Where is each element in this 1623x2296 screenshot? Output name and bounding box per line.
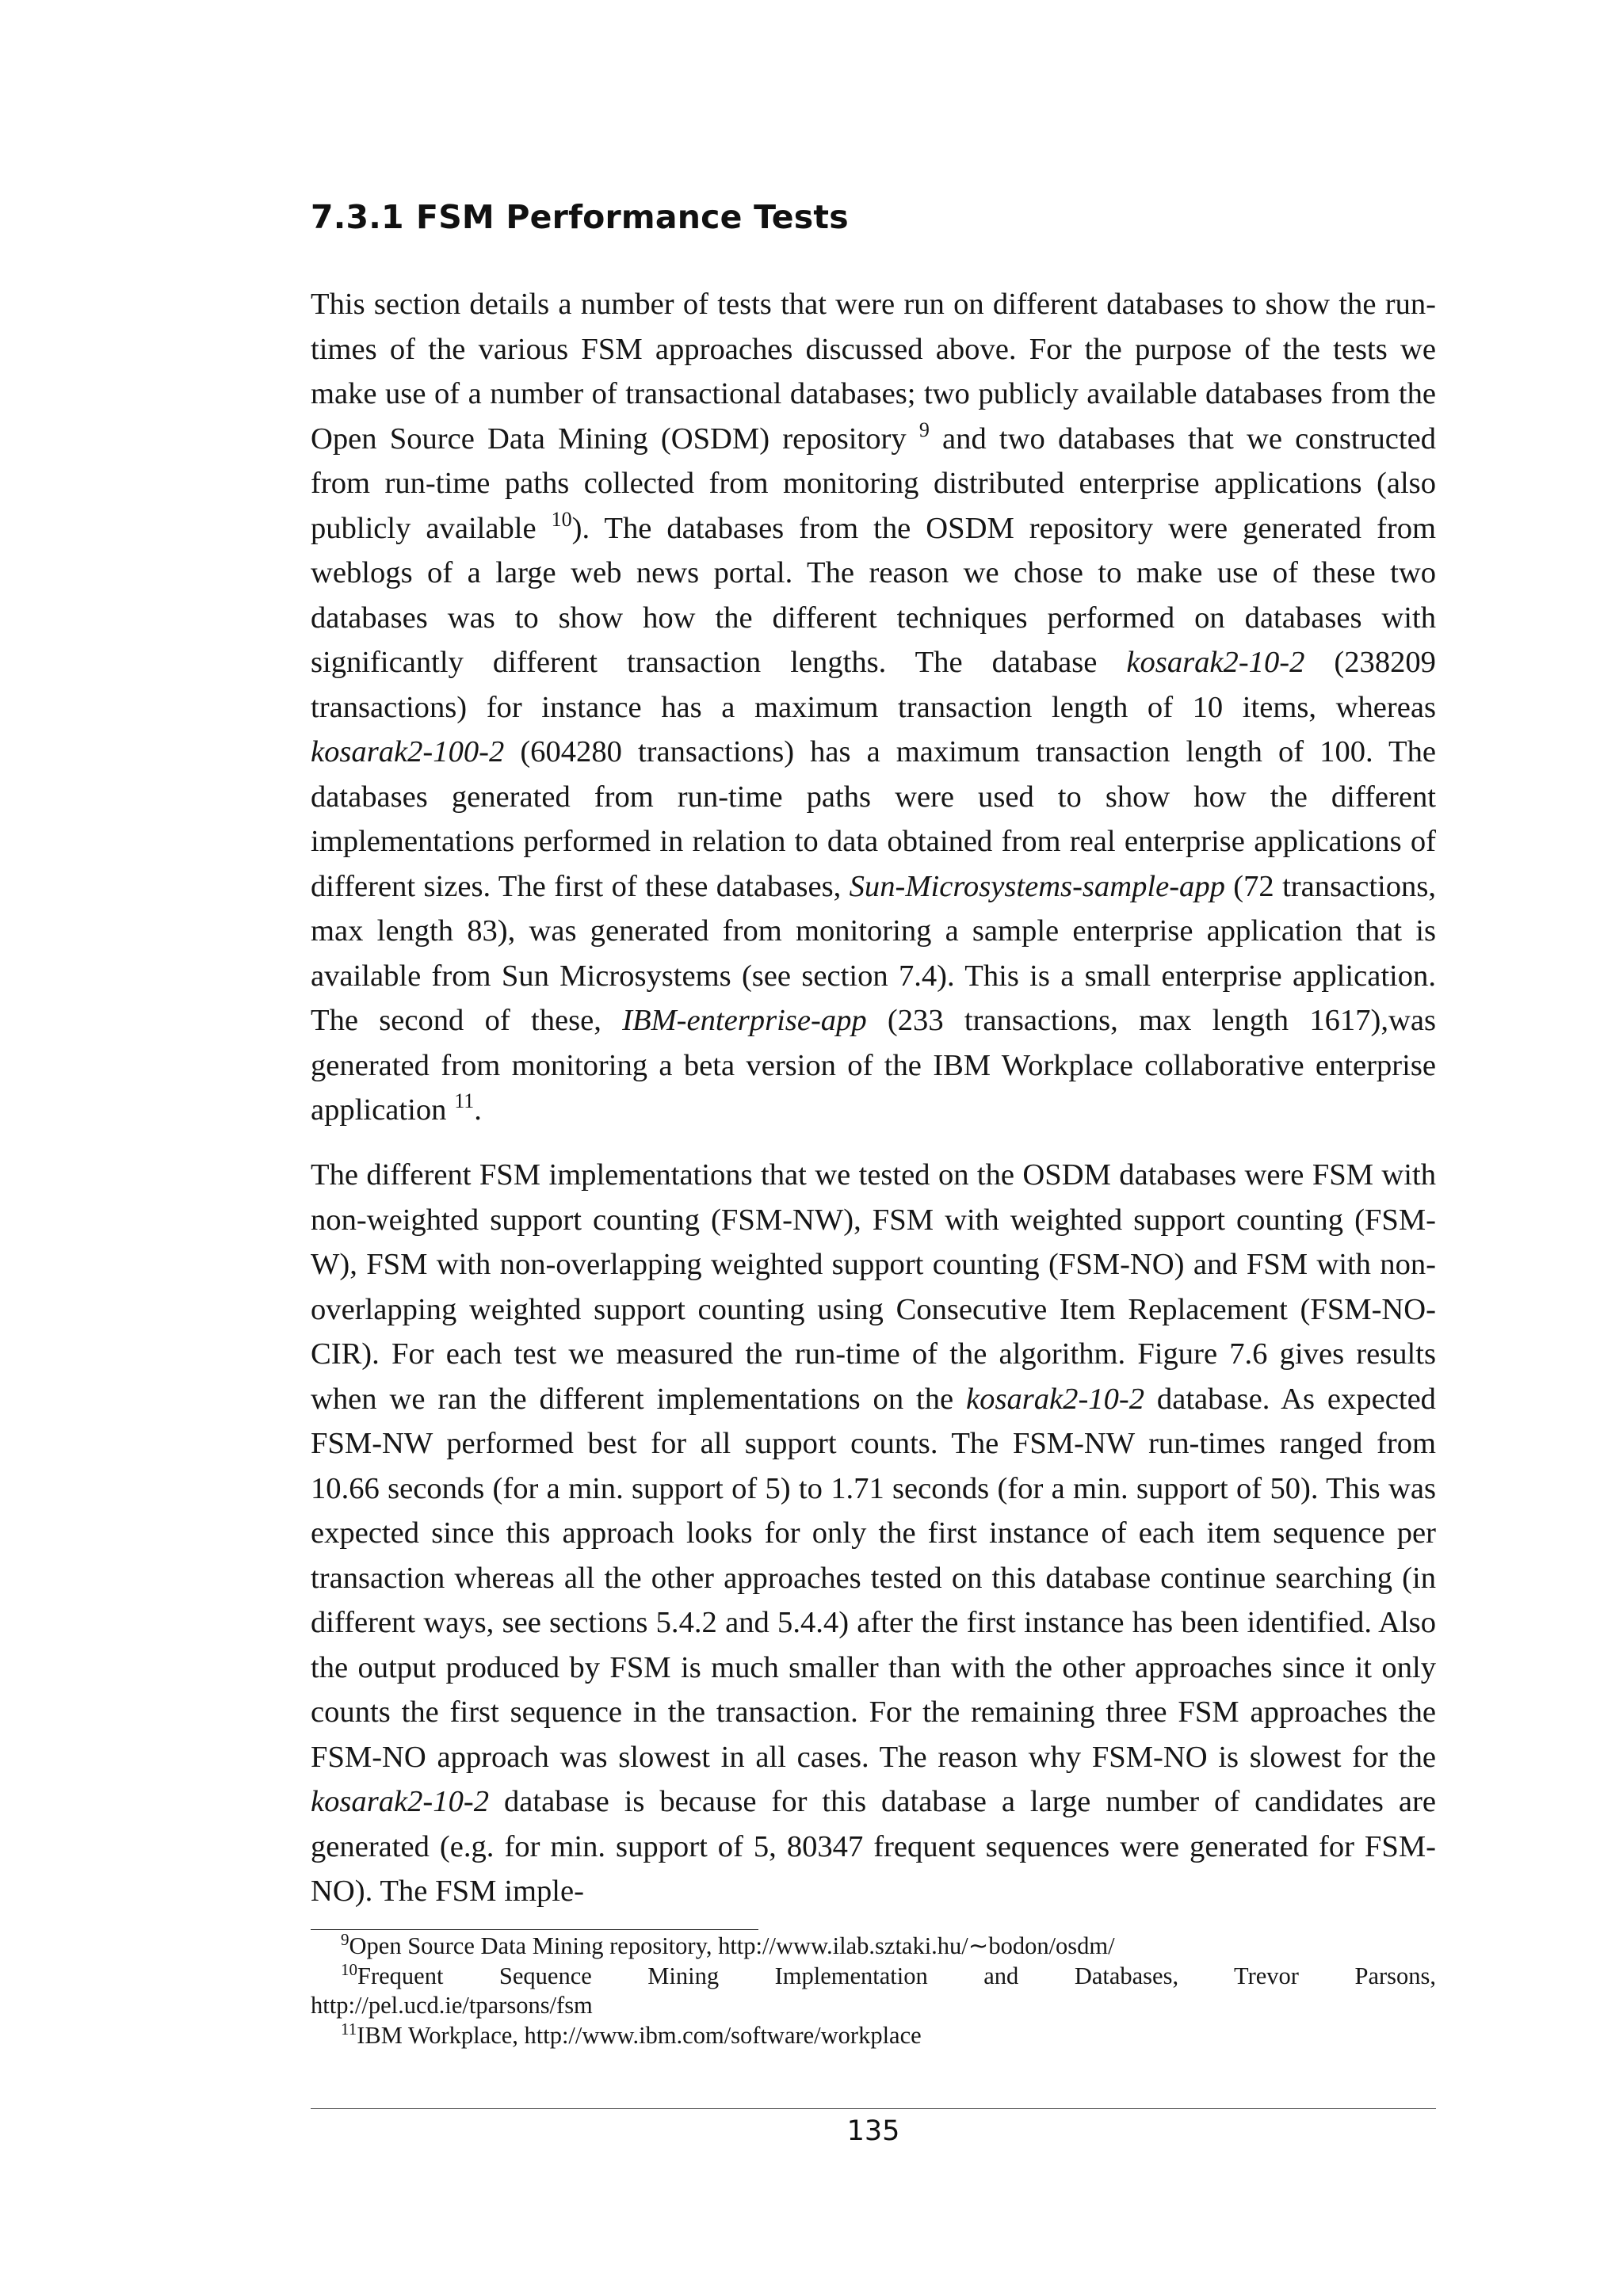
- page-number: 135: [846, 2115, 900, 2147]
- paragraph-2: [311, 1153, 1436, 1914]
- footnote-ref-9[interactable]: 9: [918, 418, 930, 441]
- paragraph-2-text-3: database is because for this database a large number of candidates are generated (e.g. for min. support of 5, 80347 frequent sequences were generated for FSM-NO). The FSM imple-: [311, 1785, 1436, 1908]
- paragraph-1-text-5: (604280 transactions) has a maximum transaction length of 100. The databases generated from run-time paths were used to show how the different implementations performed in relation to data obtained from real enterprise applications of different sizes. The first of these databases,: [311, 735, 1436, 903]
- footnote-10-url: [311, 1991, 1436, 2021]
- footnote-9: [311, 1932, 1436, 1962]
- paragraph-2-text-2: database. As expected FSM-NW performed best for all support counts. The FSM-NW run-times ranged from 10.66 seconds (for a min. support of 5) to 1.71 seconds (for a min. support of 50). This was expected since this approach looks for only the first instance of each item sequence per transaction whereas all the other approaches tested on this database continue searching (in different ways, see sections 5.4.2 and 5.4.4) after the first instance has been identified. Also the output produced by FSM is much smaller than with the other approaches since it only counts the first sequence in the transaction. For the remaining three FSM approaches the FSM-NO approach was slowest in all cases. The reason why FSM-NO is slowest for the: [311, 1382, 1436, 1774]
- database-name-ibm-enterprise-app: IBM-enterprise-app: [622, 1004, 867, 1037]
- section-heading: [311, 198, 1420, 236]
- footnote-link[interactable]: http://pel.ucd.ie/tparsons/fsm: [311, 1992, 593, 2019]
- paragraph-1-text-7: (233 transactions, max length 1617),was generated from monitoring a beta version of the IBM Workplace collaborative enterprise application: [311, 1004, 1436, 1127]
- footnote-text: Open Source Data Mining repository, http://www.ilab.sztaki.hu/∼bodon/osdm/: [349, 1932, 1115, 1959]
- database-name-kosarak2-10-2: kosarak2-10-2: [966, 1382, 1145, 1416]
- footnotes: [311, 1932, 1436, 2050]
- footnote-divider: [311, 1929, 758, 1930]
- footnote-11: [311, 2021, 1436, 2051]
- section-title: FSM Performance Tests: [416, 198, 849, 236]
- footnote-mark: 9: [341, 1930, 349, 1949]
- database-name-sun-sample-app: Sun-Microsystems-sample-app: [849, 869, 1225, 903]
- database-name-kosarak2-100-2: kosarak2-100-2: [311, 735, 505, 769]
- database-name-kosarak2-10-2: kosarak2-10-2: [311, 1785, 489, 1818]
- database-name-kosarak2-10-2: kosarak2-10-2: [1126, 646, 1305, 679]
- paragraph-1-text-3: ). The databases from the OSDM repository were generated from weblogs of a large web news portal. The reason we chose to make use of these two databases was to show how the different techniques performed on databases with significantly different transaction lengths. The database: [311, 511, 1436, 679]
- footnote-mark: 10: [341, 1959, 357, 1979]
- footnote-ref-10[interactable]: 10: [551, 507, 572, 531]
- paragraph-1-text-1: This section details a number of tests that were run on different databases to show the run-times of the various FSM approaches discussed above. For the purpose of the tests we make use of a number of transactional databases; two publicly available databases from the Open Source Data Mining (OSDM) repository: [311, 288, 1436, 456]
- paragraph-1-text-2: and two databases that we constructed from run-time paths collected from monitoring distributed enterprise applications (also publicly available: [311, 421, 1436, 545]
- paragraph-1-text-4: (238209 transactions) for instance has a maximum transaction length of 10 items, whereas: [311, 646, 1436, 724]
- section-number: 7.3.1: [311, 198, 404, 236]
- paragraph-2-text-1: The different FSM implementations that we tested on the OSDM databases were FSM with non-weighted support counting (FSM-NW), FSM with weighted support counting (FSM-W), FSM with non-overlapping weighted support counting (FSM-NO) and FSM with non-overlapping weighted support counting using Consecutive Item Replacement (FSM-NO-CIR). For each test we measured the run-time of the algorithm. Figure 7.6 gives results when we ran the different implementations on the: [311, 1158, 1436, 1416]
- footnote-mark: 11: [341, 2019, 357, 2039]
- paragraph-1-text-8: .: [474, 1093, 482, 1127]
- footnote-text: Frequent Sequence Mining Implementation and Databases, Trevor Parsons,: [357, 1962, 1436, 1989]
- paragraph-1: [311, 282, 1436, 1133]
- footer-divider: [311, 2108, 1436, 2109]
- footnote-ref-11[interactable]: 11: [454, 1089, 475, 1112]
- paragraph-1-text-6: (72 transactions, max length 83), was generated from monitoring a sample enterprise application that is available from Sun Microsystems (see section 7.4). This is a small enterprise application. The second of these,: [311, 869, 1436, 1037]
- footnote-10: [311, 1959, 1436, 1992]
- footnote-text: IBM Workplace, http://www.ibm.com/software/workplace: [357, 2021, 922, 2049]
